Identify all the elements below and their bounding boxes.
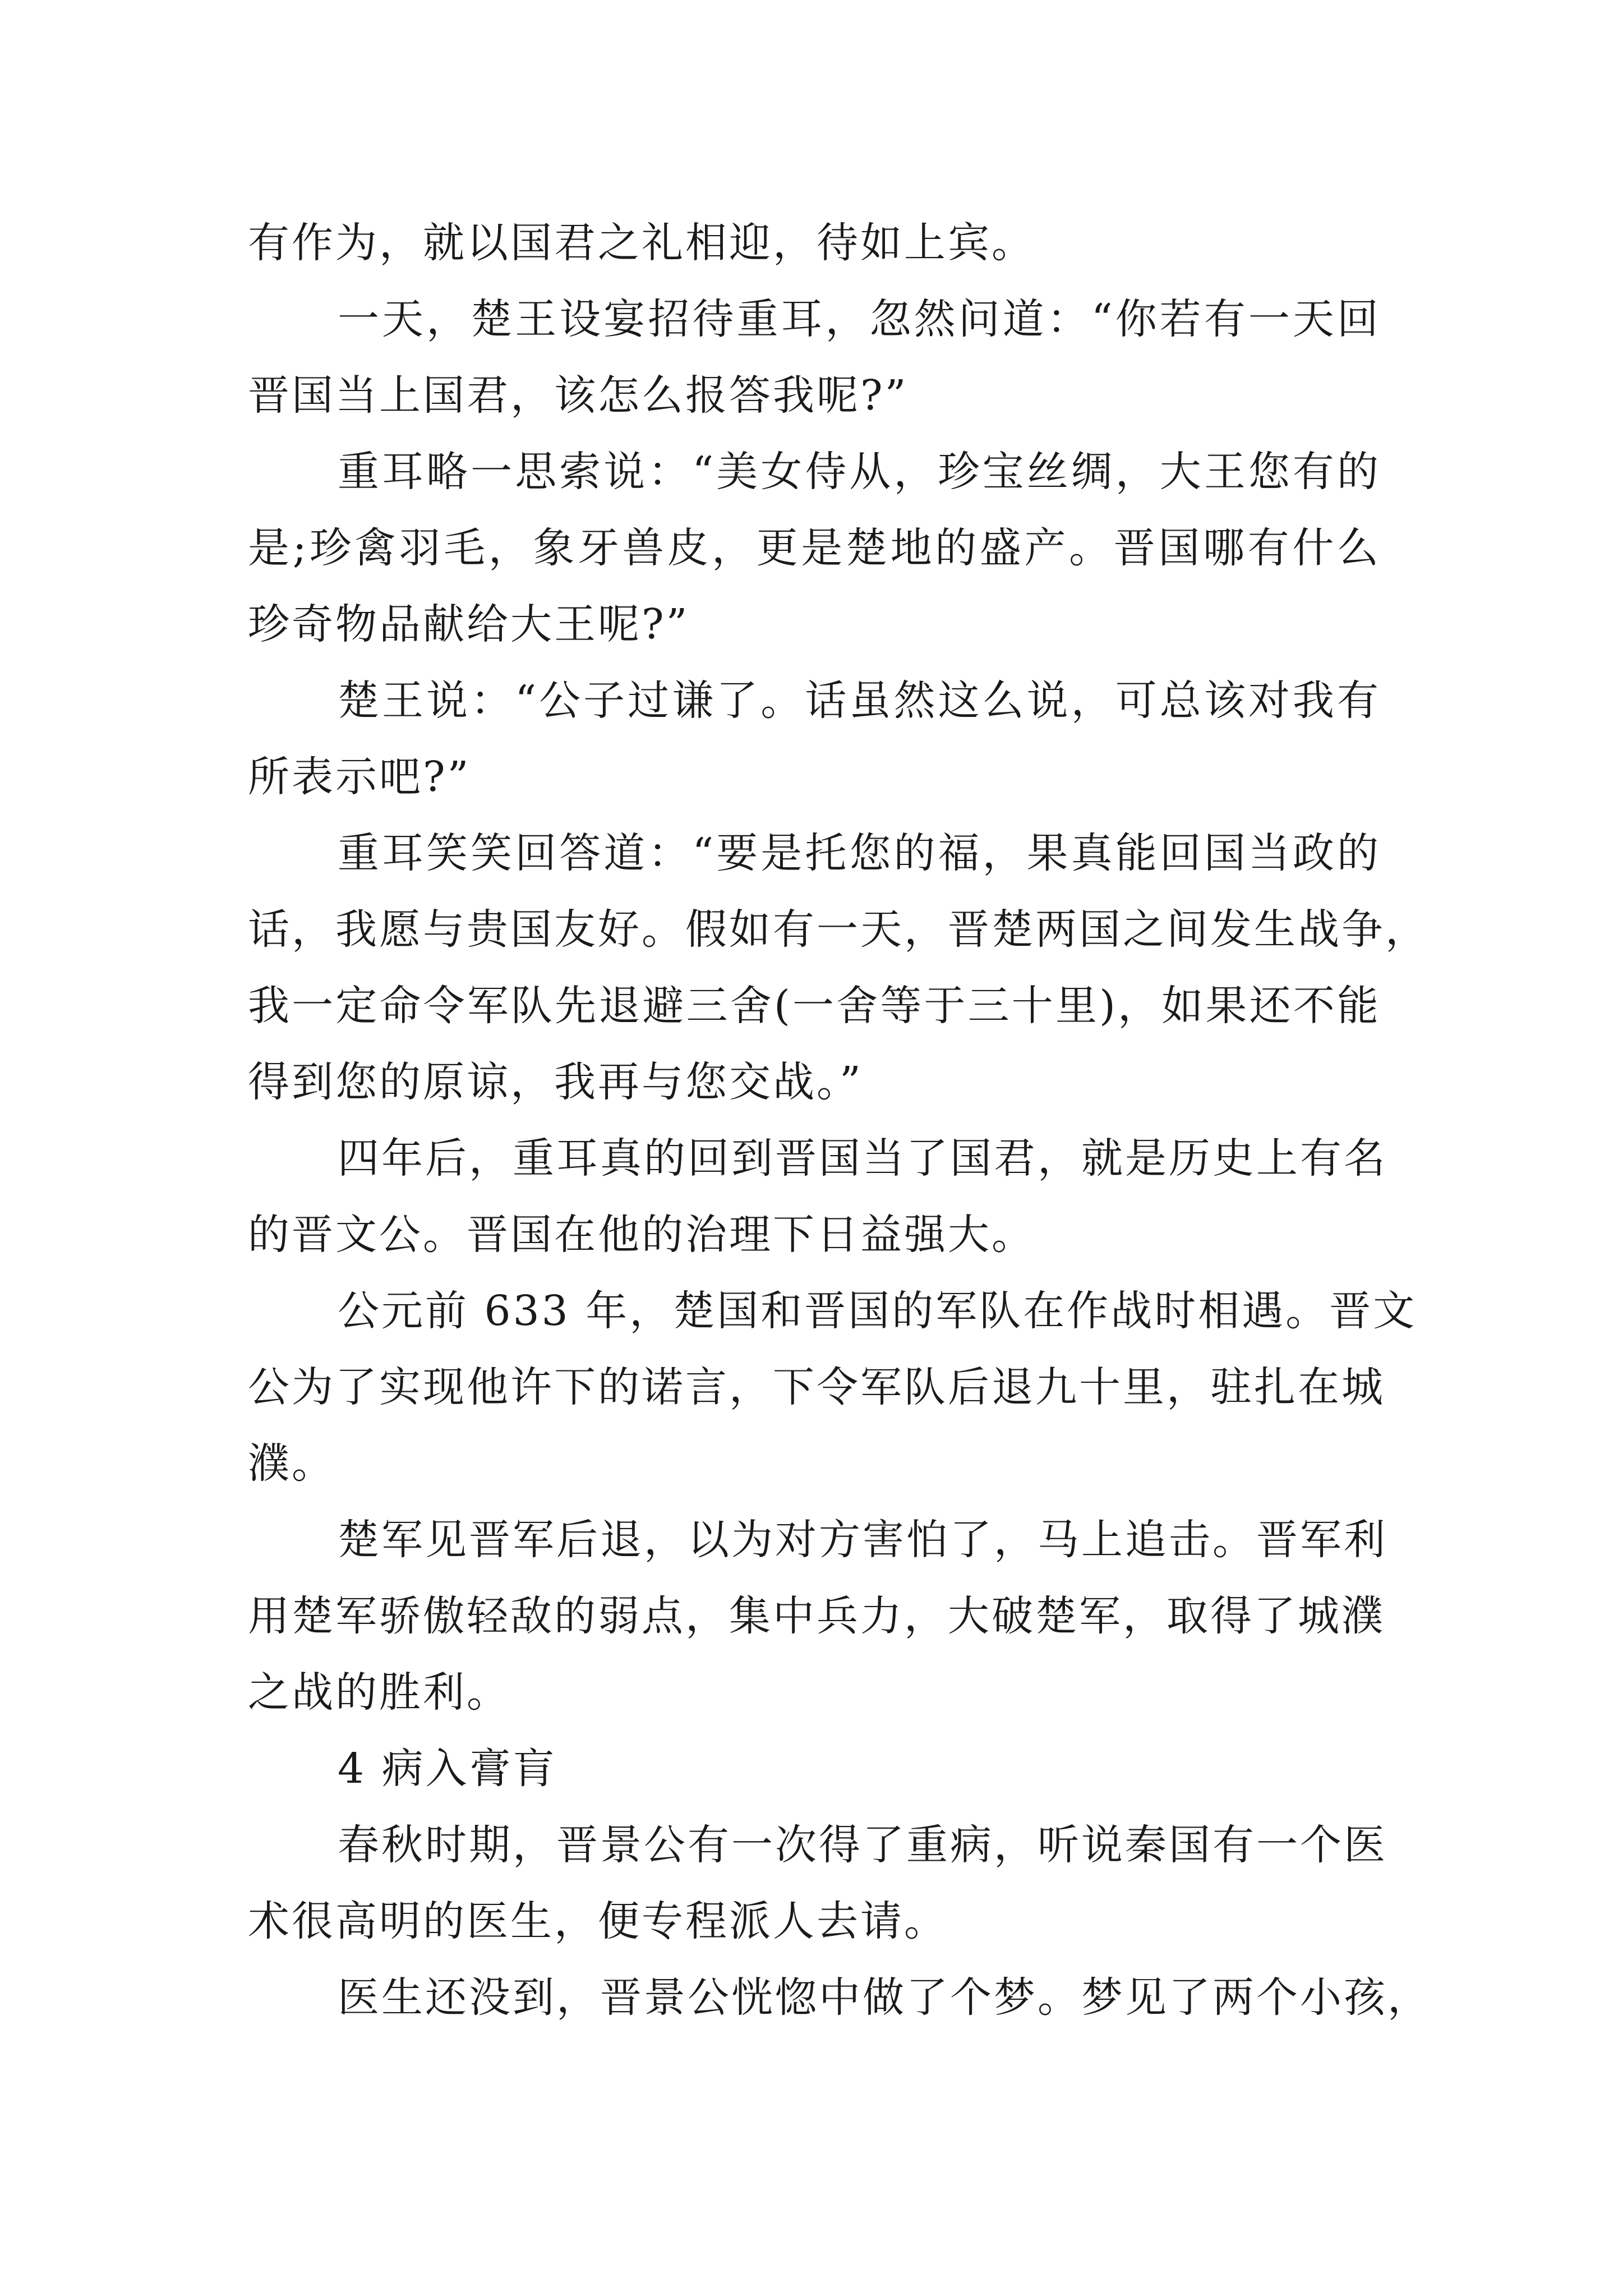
- text-line: 春秋时期，晋景公有一次得了重病，听说秦国有一个医: [338, 1821, 1387, 1869]
- text-line: 术很高明的医生，便专程派人去请。: [248, 1897, 948, 1945]
- text-line: 医生还没到，晋景公恍惚中做了个梦。梦见了两个小孩，: [338, 1973, 1431, 2022]
- paragraph: [248, 1807, 1387, 1959]
- paragraph: [248, 815, 1429, 1120]
- paragraph: [248, 1959, 1431, 2036]
- text-line: 所表示吧?”: [248, 753, 471, 801]
- text-line: 得到您的原谅，我再与您交战。”: [248, 1058, 863, 1106]
- text-line: 重耳笑笑回答道：“要是托您的福，果真能回国当政的: [338, 829, 1381, 877]
- text-line: 是;珍禽羽毛，象牙兽皮，更是楚地的盛产。晋国哪有什么: [248, 524, 1381, 572]
- text-line: 话，我愿与贵国友好。假如有一天，晋楚两国之间发生战争，: [248, 905, 1429, 954]
- text-line: 我一定命令军队先退避三舍(一舍等于三十里)，如果还不能: [248, 982, 1381, 1030]
- text-line: 一天，楚王设宴招待重耳，忽然问道：“你若有一天回: [338, 295, 1381, 343]
- paragraph: [248, 205, 1381, 281]
- section-heading-text: 4 病入膏肓: [338, 1745, 557, 1793]
- body-text: [248, 205, 1431, 2036]
- text-line: 珍奇物品献给大王呢?”: [248, 600, 690, 648]
- paragraph: [248, 434, 1381, 662]
- paragraph: [248, 1273, 1417, 1502]
- text-line: 公元前 633 年，楚国和晋国的军队在作战时相遇。晋文: [338, 1287, 1417, 1335]
- text-line: 用楚军骄傲轻敌的弱点，集中兵力，大破楚军，取得了城濮: [248, 1592, 1385, 1640]
- text-line: 公为了实现他许下的诺言，下令军队后退九十里，驻扎在城: [248, 1363, 1385, 1411]
- text-line: 楚王说：“公子过谦了。话虽然这么说，可总该对我有: [338, 677, 1381, 725]
- text-line: 濮。: [248, 1439, 335, 1488]
- text-line: 有作为，就以国君之礼相迎，待如上宾。: [248, 219, 1035, 267]
- text-line: 楚军见晋军后退，以为对方害怕了，马上追击。晋军利: [338, 1516, 1387, 1564]
- section-heading: [248, 1731, 1381, 1807]
- paragraph: [248, 1120, 1387, 1273]
- text-line: 晋国当上国君，该怎么报答我呢?”: [248, 371, 909, 420]
- text-line: 之战的胜利。: [248, 1668, 510, 1717]
- paragraph: [248, 662, 1381, 815]
- text-line: 四年后，重耳真的回到晋国当了国君，就是历史上有名: [338, 1134, 1387, 1182]
- paragraph: [248, 281, 1381, 434]
- text-line: 重耳略一思索说：“美女侍从，珍宝丝绸，大王您有的: [338, 448, 1381, 496]
- paragraph: [248, 1502, 1387, 1731]
- text-line: 的晋文公。晋国在他的治理下日益强大。: [248, 1211, 1035, 1259]
